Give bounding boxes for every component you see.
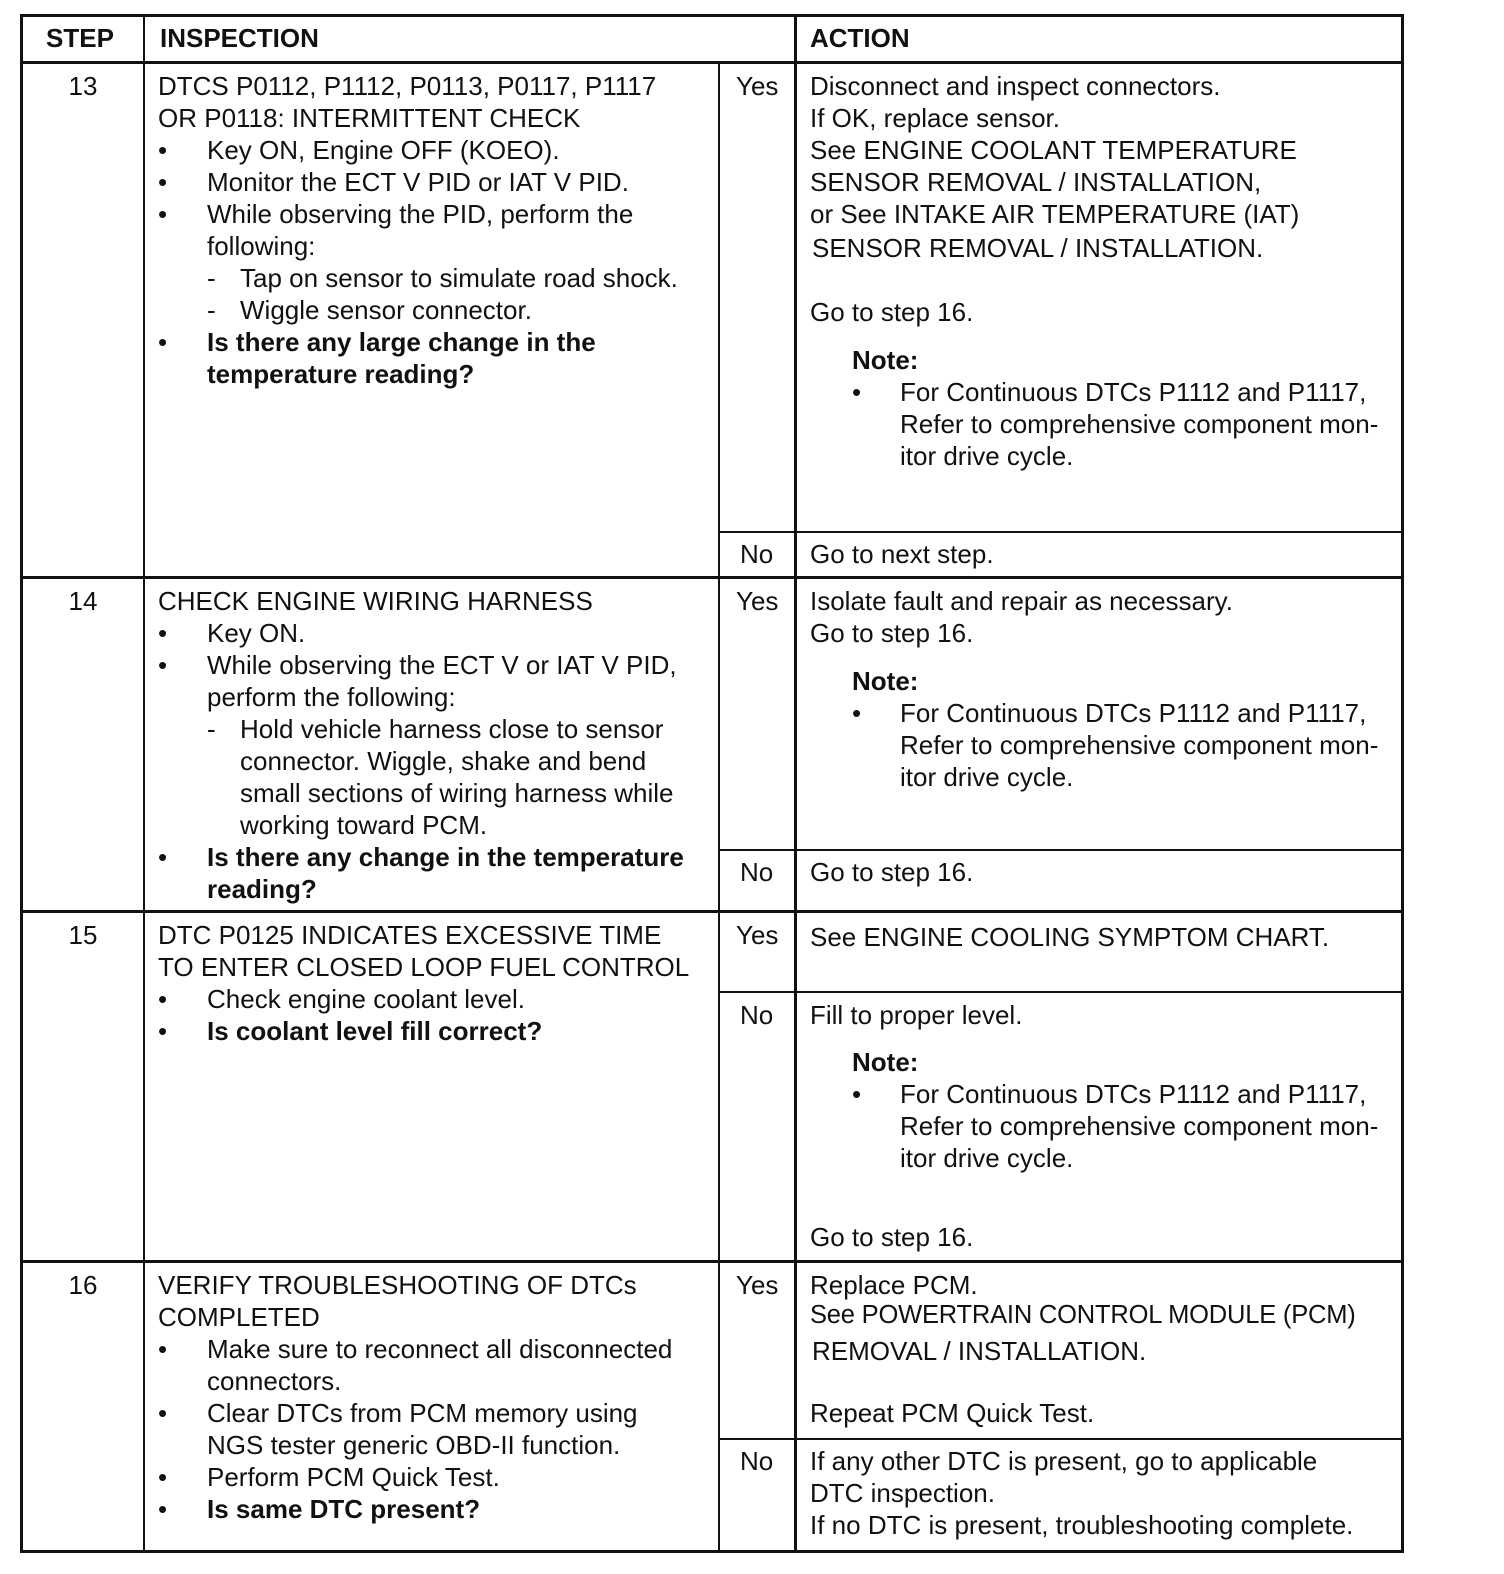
row-divider-13-14 (20, 576, 1404, 579)
action-line: See ENGINE COOLANT TEMPERATURE (810, 135, 1297, 165)
action-line: SENSOR REMOVAL / INSTALLATION, (810, 167, 1262, 197)
note-line: itor drive cycle. (900, 441, 1074, 471)
row-divider-14-15 (20, 910, 1404, 913)
row-divider-15-16 (20, 1260, 1404, 1263)
action-goto: Go to step 16. (810, 1222, 974, 1252)
inspection-title-line: COMPLETED (158, 1302, 320, 1332)
inspection-question: temperature reading? (207, 359, 475, 389)
inspection-question: Is same DTC present? (207, 1494, 481, 1524)
bullet-icon: • (158, 984, 168, 1014)
action-line: or See INTAKE AIR TEMPERATURE (IAT) (810, 199, 1300, 229)
bullet-icon: • (158, 135, 168, 165)
no-label: No (740, 857, 774, 887)
bullet-icon: • (158, 1462, 168, 1492)
yes-label: Yes (736, 586, 779, 616)
action-line: SENSOR REMOVAL / INSTALLATION. (812, 233, 1264, 263)
inspection-bullet: following: (207, 231, 316, 261)
yesno-divider-15 (718, 991, 1404, 993)
inspection-subitem: Hold vehicle harness close to sensor (240, 714, 664, 744)
action-line: Go to next step. (810, 539, 994, 569)
bullet-icon: • (158, 199, 168, 229)
inspection-bullet: Make sure to reconnect all disconnected (207, 1334, 673, 1364)
column-divider-action (794, 14, 797, 1553)
table-border-bottom (20, 1550, 1404, 1553)
note-line: itor drive cycle. (900, 762, 1074, 792)
inspection-bullet: connectors. (207, 1366, 342, 1396)
inspection-subitem: small sections of wiring harness while (240, 778, 674, 808)
step-number-14: 14 (68, 586, 98, 616)
dash-icon: - (207, 714, 216, 744)
header-inspection: INSPECTION (160, 23, 319, 53)
inspection-question: reading? (207, 874, 317, 904)
action-line: Go to step 16. (810, 618, 974, 648)
header-divider (20, 61, 1404, 64)
inspection-bullet: NGS tester generic OBD-II function. (207, 1430, 621, 1460)
action-line: REMOVAL / INSTALLATION. (812, 1336, 1147, 1366)
bullet-icon: • (158, 1494, 168, 1524)
step-number-16: 16 (68, 1270, 98, 1300)
note-label: Note: (852, 666, 919, 696)
action-line: See ENGINE COOLING SYMPTOM CHART. (810, 922, 1330, 952)
note-line: Refer to comprehensive component mon- (900, 730, 1379, 760)
inspection-bullet: Perform PCM Quick Test. (207, 1462, 500, 1492)
inspection-bullet: Key ON. (207, 618, 306, 648)
bullet-icon: • (158, 1334, 168, 1364)
yes-label: Yes (736, 71, 779, 101)
inspection-question: Is there any large change in the (207, 327, 596, 357)
step-number-15: 15 (68, 920, 98, 950)
yesno-divider-14 (718, 849, 1404, 851)
inspection-question: Is coolant level fill correct? (207, 1016, 543, 1046)
action-line: Fill to proper level. (810, 1000, 1023, 1030)
header-step: STEP (46, 23, 114, 53)
table-border-left (20, 14, 23, 1553)
table-border-top (20, 14, 1404, 17)
note-line: Refer to comprehensive component mon- (900, 1111, 1379, 1141)
no-label: No (740, 539, 774, 569)
inspection-title-line: DTCS P0112, P1112, P0113, P0117, P1117 (158, 71, 657, 101)
note-line: itor drive cycle. (900, 1143, 1074, 1173)
inspection-bullet: Clear DTCs from PCM memory using (207, 1398, 638, 1428)
yes-label: Yes (736, 920, 779, 950)
step-number-13: 13 (68, 71, 98, 101)
bullet-icon: • (158, 167, 168, 197)
inspection-title-line: VERIFY TROUBLESHOOTING OF DTCs (158, 1270, 637, 1300)
column-divider-step (143, 14, 145, 1553)
action-line: Disconnect and inspect connectors. (810, 71, 1221, 101)
header-action: ACTION (810, 23, 910, 53)
note-line: For Continuous DTCs P1112 and P1117, (900, 1079, 1367, 1109)
action-goto: Go to step 16. (810, 297, 974, 327)
dash-icon: - (207, 263, 216, 293)
bullet-icon: • (852, 377, 862, 407)
inspection-bullet: Monitor the ECT V PID or IAT V PID. (207, 167, 629, 197)
note-line: For Continuous DTCs P1112 and P1117, (900, 377, 1367, 407)
column-divider-yesno (718, 62, 720, 1553)
action-line: Repeat PCM Quick Test. (810, 1398, 1095, 1428)
action-line: If any other DTC is present, go to applicable (810, 1446, 1318, 1476)
note-line: Refer to comprehensive component mon- (900, 409, 1379, 439)
inspection-subitem: working toward PCM. (240, 810, 488, 840)
inspection-bullet: While observing the PID, perform the (207, 199, 634, 229)
inspection-subitem: Wiggle sensor connector. (240, 295, 532, 325)
bullet-icon: • (158, 1398, 168, 1428)
dash-icon: - (207, 295, 216, 325)
yes-label: Yes (736, 1270, 779, 1300)
action-line: Go to step 16. (810, 857, 974, 887)
yesno-divider-13 (718, 531, 1404, 533)
action-line: If no DTC is present, troubleshooting complete. (810, 1510, 1354, 1540)
yesno-divider-16 (718, 1438, 1404, 1440)
inspection-question: Is there any change in the temperature (207, 842, 684, 872)
inspection-bullet: perform the following: (207, 682, 456, 712)
bullet-icon: • (158, 327, 168, 357)
bullet-icon: • (158, 650, 168, 680)
action-line: Replace PCM. (810, 1270, 978, 1300)
no-label: No (740, 1000, 774, 1030)
bullet-icon: • (852, 698, 862, 728)
inspection-title-line: CHECK ENGINE WIRING HARNESS (158, 586, 593, 616)
note-label: Note: (852, 345, 919, 375)
action-line: DTC inspection. (810, 1478, 995, 1508)
note-label: Note: (852, 1047, 919, 1077)
inspection-title-line: OR P0118: INTERMITTENT CHECK (158, 103, 581, 133)
bullet-icon: • (158, 1016, 168, 1046)
inspection-title-line: DTC P0125 INDICATES EXCESSIVE TIME (158, 920, 662, 950)
inspection-title-line: TO ENTER CLOSED LOOP FUEL CONTROL (158, 952, 690, 982)
inspection-bullet: Check engine coolant level. (207, 984, 525, 1014)
inspection-bullet: Key ON, Engine OFF (KOEO). (207, 135, 560, 165)
bullet-icon: • (158, 842, 168, 872)
action-line: See POWERTRAIN CONTROL MODULE (PCM) (810, 1301, 1356, 1329)
inspection-subitem: Tap on sensor to simulate road shock. (240, 263, 678, 293)
no-label: No (740, 1446, 774, 1476)
bullet-icon: • (158, 618, 168, 648)
bullet-icon: • (852, 1079, 862, 1109)
action-line: If OK, replace sensor. (810, 103, 1061, 133)
action-line: Isolate fault and repair as necessary. (810, 586, 1233, 616)
inspection-bullet: While observing the ECT V or IAT V PID, (207, 650, 677, 680)
table-border-right (1401, 14, 1404, 1553)
note-line: For Continuous DTCs P1112 and P1117, (900, 698, 1367, 728)
inspection-subitem: connector. Wiggle, shake and bend (240, 746, 647, 776)
